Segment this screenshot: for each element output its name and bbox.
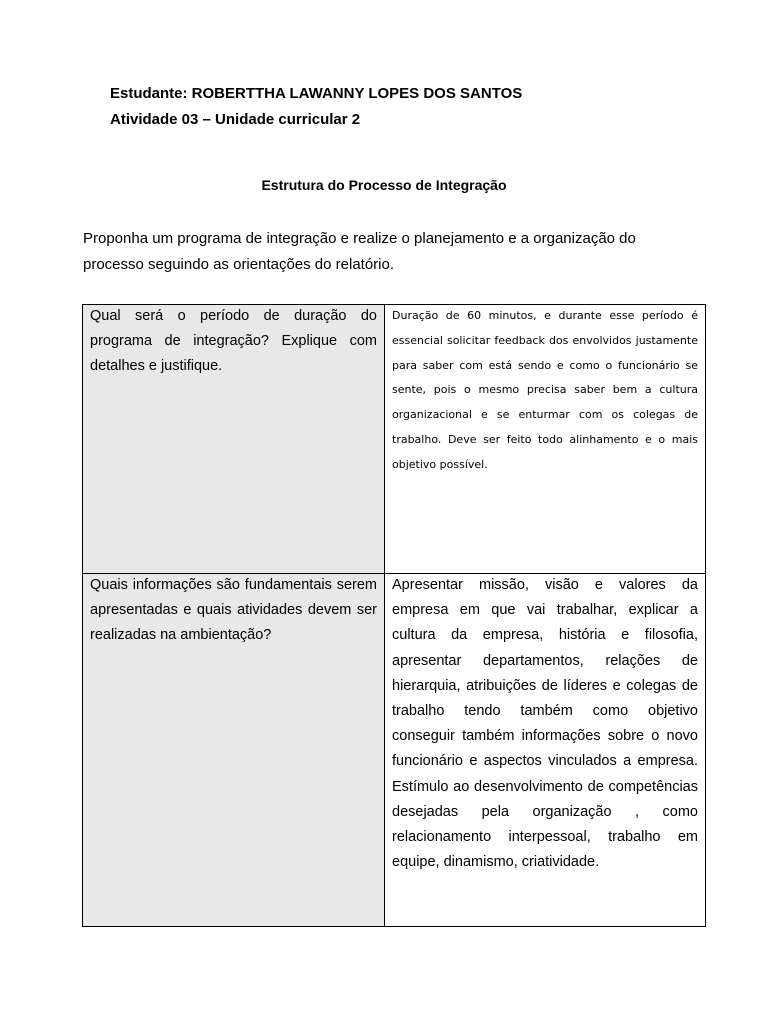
question-text: Qual será o período de duração do programa de integração? Explique com detalhes e justifique.: [90, 308, 377, 374]
qa-table: [82, 304, 706, 927]
answer-cell: [385, 574, 706, 927]
question-text: Quais informações são fundamentais serem apresentadas e quais atividades devem ser realizadas na ambientação?: [90, 577, 377, 643]
student-name: Estudante: ROBERTTHA LAWANNY LOPES DOS SANTOS: [110, 85, 523, 102]
answer-text: Duração de 60 minutos, e durante esse período é essencial solicitar feedback dos envolvidos justamente para saber com está sendo e como o funcionário se sente, pois o mesmo precisa saber bem a cultura organizacional e se enturmar com os colegas de trabalho. Deve ser feito todo alinhamento e o mais objetivo possível.: [392, 309, 698, 471]
answer-text: Apresentar missão, visão e valores da empresa em que vai trabalhar, explicar a cultura da empresa, história e filosofia, apresentar departamentos, relações de hierarquia, atribuições de líderes e colegas de trabalho tendo também como objetivo conseguir também informações sobre o novo funcionário e aspectos vinculados a empresa. Estímulo ao desenvolvimento de competências desejadas pela organização , como relacionamento interpessoal, trabalho em equipe, dinamismo, criatividade.: [392, 577, 698, 871]
document-title: Estrutura do Processo de Integração: [261, 177, 507, 193]
question-cell: [83, 305, 385, 574]
table-row: [83, 574, 706, 927]
activity-title: Atividade 03 – Unidade curricular 2: [110, 111, 361, 128]
question-cell: [83, 574, 385, 927]
answer-cell: [385, 305, 706, 574]
intro-paragraph: Proponha um programa de integração e realize o planejamento e a organização do processo seguindo as orientações do relatório.: [83, 230, 636, 273]
table-row: [83, 305, 706, 574]
